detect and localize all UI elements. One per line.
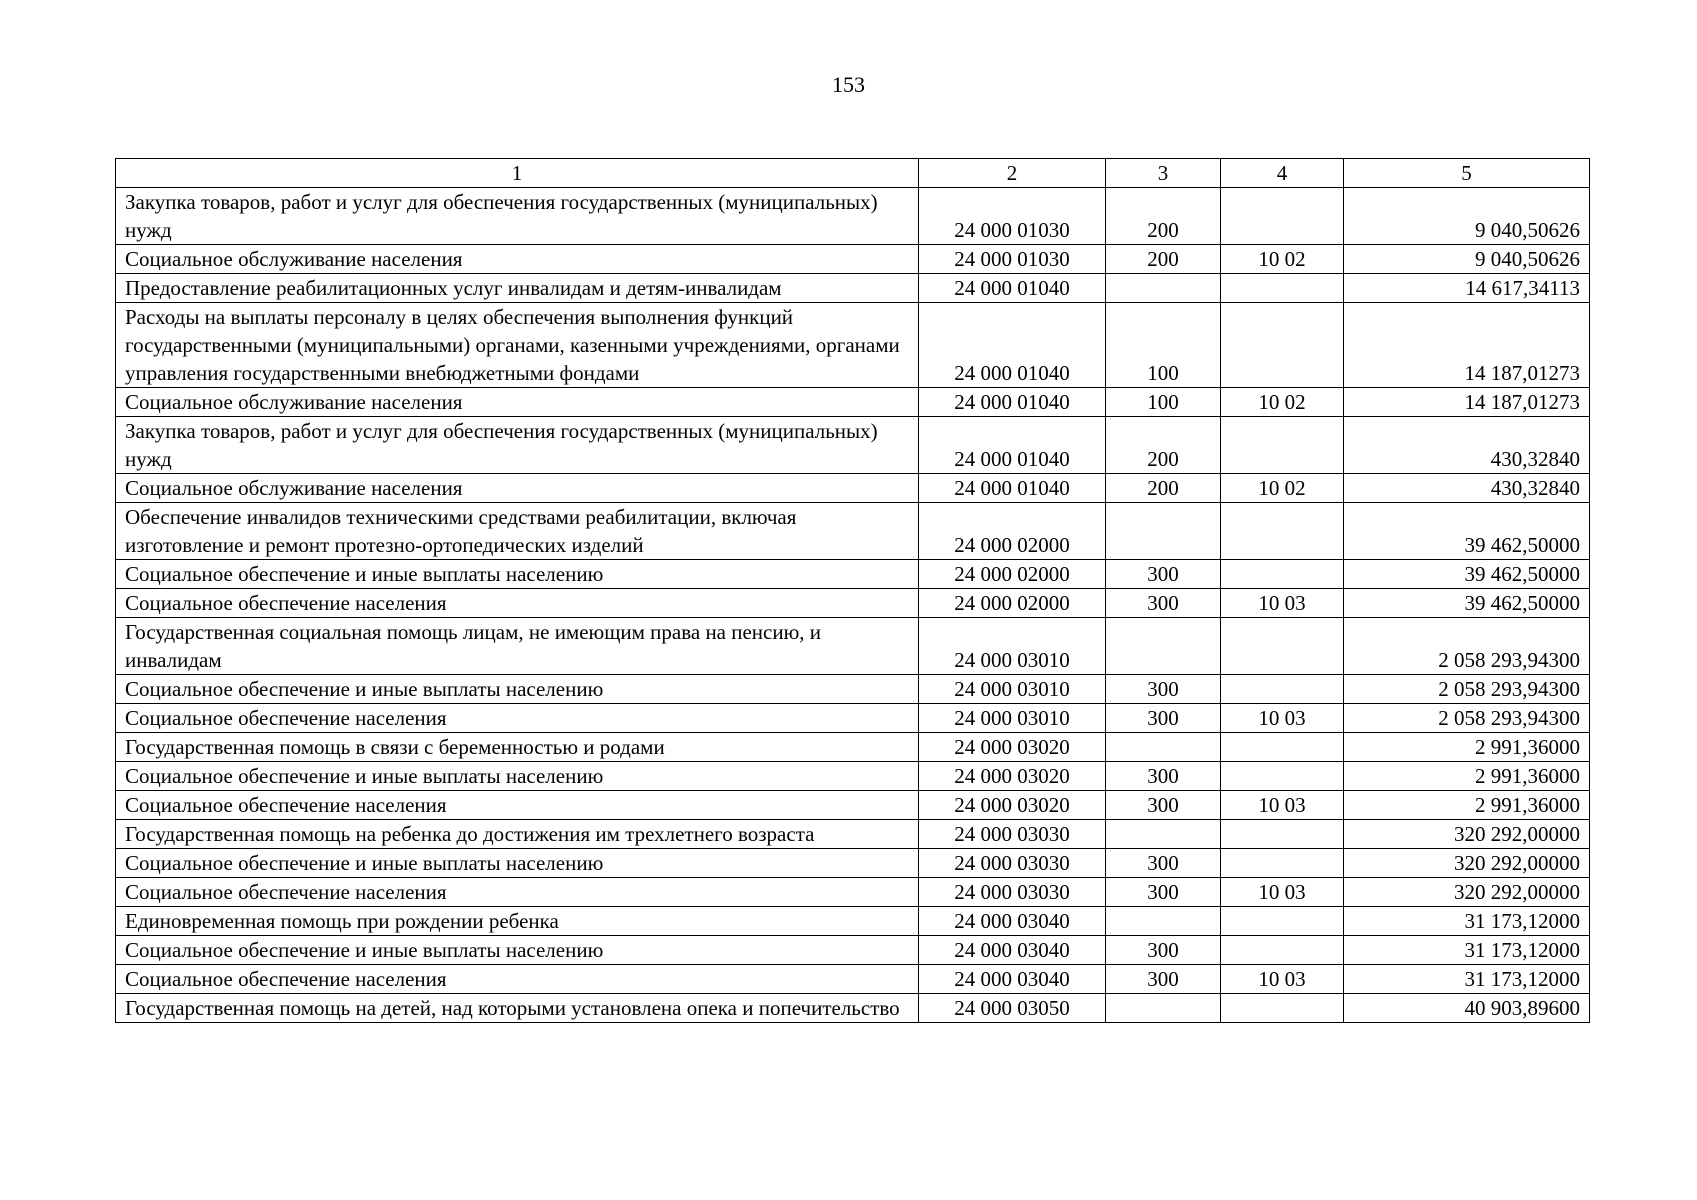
column-header-4: 4 xyxy=(1221,159,1344,188)
table-row xyxy=(116,762,1590,791)
row-code-cell: 24 000 03030 xyxy=(919,849,1106,878)
row-name-cell: Социальное обеспечение населения xyxy=(116,589,919,618)
row-expense-type-cell: 100 xyxy=(1106,303,1221,388)
row-section-cell: 10 02 xyxy=(1221,245,1344,274)
row-expense-type-cell: 300 xyxy=(1106,791,1221,820)
row-amount-cell: 39 462,50000 xyxy=(1344,560,1590,589)
row-expense-type-cell: 100 xyxy=(1106,388,1221,417)
table-row xyxy=(116,589,1590,618)
table-row xyxy=(116,849,1590,878)
row-amount-cell: 2 991,36000 xyxy=(1344,733,1590,762)
row-name-cell: Государственная помощь на ребенка до достижения им трехлетнего возраста xyxy=(116,820,919,849)
row-code-cell: 24 000 03010 xyxy=(919,704,1106,733)
table-row xyxy=(116,791,1590,820)
row-code-cell: 24 000 03010 xyxy=(919,618,1106,675)
row-code-cell: 24 000 02000 xyxy=(919,560,1106,589)
row-code-cell: 24 000 03020 xyxy=(919,733,1106,762)
row-code-cell: 24 000 01040 xyxy=(919,474,1106,503)
row-amount-cell: 320 292,00000 xyxy=(1344,878,1590,907)
table-row xyxy=(116,474,1590,503)
row-amount-cell: 14 617,34113 xyxy=(1344,274,1590,303)
row-amount-cell: 31 173,12000 xyxy=(1344,936,1590,965)
row-name-cell: Социальное обеспечение и иные выплаты населению xyxy=(116,675,919,704)
row-section-cell xyxy=(1221,762,1344,791)
table-row xyxy=(116,733,1590,762)
row-amount-cell: 14 187,01273 xyxy=(1344,388,1590,417)
table-row xyxy=(116,245,1590,274)
table-row xyxy=(116,388,1590,417)
row-code-cell: 24 000 01040 xyxy=(919,417,1106,474)
row-section-cell xyxy=(1221,733,1344,762)
row-code-cell: 24 000 03050 xyxy=(919,994,1106,1023)
row-code-cell: 24 000 01040 xyxy=(919,274,1106,303)
table-row xyxy=(116,417,1590,474)
row-name-cell: Социальное обслуживание населения xyxy=(116,388,919,417)
row-expense-type-cell: 200 xyxy=(1106,474,1221,503)
row-section-cell: 10 02 xyxy=(1221,474,1344,503)
row-amount-cell: 9 040,50626 xyxy=(1344,245,1590,274)
row-name-cell: Расходы на выплаты персоналу в целях обеспечения выполнения функций государственными (муниципальными) органами, казенными учреждениями, органами управления государственными внебюджетными фондами xyxy=(116,303,919,388)
row-expense-type-cell xyxy=(1106,503,1221,560)
row-section-cell xyxy=(1221,907,1344,936)
row-code-cell: 24 000 03030 xyxy=(919,820,1106,849)
row-name-cell: Социальное обеспечение населения xyxy=(116,791,919,820)
row-name-cell: Социальное обслуживание населения xyxy=(116,245,919,274)
row-expense-type-cell: 300 xyxy=(1106,936,1221,965)
row-section-cell xyxy=(1221,303,1344,388)
column-header-2: 2 xyxy=(919,159,1106,188)
row-name-cell: Закупка товаров, работ и услуг для обеспечения государственных (муниципальных) нужд xyxy=(116,188,919,245)
row-section-cell: 10 03 xyxy=(1221,589,1344,618)
row-section-cell xyxy=(1221,675,1344,704)
table-row xyxy=(116,704,1590,733)
row-code-cell: 24 000 01040 xyxy=(919,303,1106,388)
table-row xyxy=(116,675,1590,704)
table-row xyxy=(116,188,1590,245)
column-header-3: 3 xyxy=(1106,159,1221,188)
table-row xyxy=(116,303,1590,388)
row-section-cell xyxy=(1221,503,1344,560)
table-row xyxy=(116,503,1590,560)
table-row xyxy=(116,274,1590,303)
row-section-cell xyxy=(1221,417,1344,474)
table-row xyxy=(116,878,1590,907)
row-code-cell: 24 000 01040 xyxy=(919,388,1106,417)
row-section-cell: 10 03 xyxy=(1221,878,1344,907)
table-row xyxy=(116,907,1590,936)
row-amount-cell: 39 462,50000 xyxy=(1344,503,1590,560)
table-row xyxy=(116,965,1590,994)
row-name-cell: Социальное обеспечение и иные выплаты населению xyxy=(116,936,919,965)
row-amount-cell: 2 058 293,94300 xyxy=(1344,704,1590,733)
row-name-cell: Единовременная помощь при рождении ребенка xyxy=(116,907,919,936)
row-expense-type-cell xyxy=(1106,820,1221,849)
row-expense-type-cell xyxy=(1106,907,1221,936)
row-amount-cell: 40 903,89600 xyxy=(1344,994,1590,1023)
page-number: 153 xyxy=(832,72,865,97)
row-name-cell: Социальное обеспечение населения xyxy=(116,704,919,733)
row-expense-type-cell: 300 xyxy=(1106,878,1221,907)
row-expense-type-cell xyxy=(1106,618,1221,675)
header-row xyxy=(116,159,1590,188)
row-name-cell: Социальное обеспечение и иные выплаты населению xyxy=(116,762,919,791)
row-amount-cell: 430,32840 xyxy=(1344,417,1590,474)
row-code-cell: 24 000 03040 xyxy=(919,936,1106,965)
row-amount-cell: 320 292,00000 xyxy=(1344,849,1590,878)
budget-table xyxy=(115,158,1590,1023)
table-row xyxy=(116,820,1590,849)
row-code-cell: 24 000 03010 xyxy=(919,675,1106,704)
row-section-cell: 10 03 xyxy=(1221,965,1344,994)
row-expense-type-cell: 300 xyxy=(1106,560,1221,589)
row-expense-type-cell xyxy=(1106,994,1221,1023)
row-name-cell: Социальное обеспечение населения xyxy=(116,878,919,907)
table-row xyxy=(116,618,1590,675)
table-row xyxy=(116,936,1590,965)
row-name-cell: Социальное обеспечение населения xyxy=(116,965,919,994)
row-amount-cell: 320 292,00000 xyxy=(1344,820,1590,849)
row-name-cell: Социальное обслуживание населения xyxy=(116,474,919,503)
row-expense-type-cell: 300 xyxy=(1106,589,1221,618)
row-expense-type-cell xyxy=(1106,274,1221,303)
row-amount-cell: 2 058 293,94300 xyxy=(1344,675,1590,704)
row-section-cell xyxy=(1221,618,1344,675)
row-expense-type-cell xyxy=(1106,733,1221,762)
row-amount-cell: 14 187,01273 xyxy=(1344,303,1590,388)
row-name-cell: Государственная социальная помощь лицам, не имеющим права на пенсию, и инвалидам xyxy=(116,618,919,675)
row-amount-cell: 2 058 293,94300 xyxy=(1344,618,1590,675)
row-expense-type-cell: 300 xyxy=(1106,762,1221,791)
row-expense-type-cell: 300 xyxy=(1106,849,1221,878)
column-header-1: 1 xyxy=(116,159,919,188)
row-name-cell: Социальное обеспечение и иные выплаты населению xyxy=(116,849,919,878)
row-code-cell: 24 000 03040 xyxy=(919,907,1106,936)
row-expense-type-cell: 200 xyxy=(1106,417,1221,474)
row-code-cell: 24 000 01030 xyxy=(919,188,1106,245)
row-section-cell xyxy=(1221,820,1344,849)
column-header-5: 5 xyxy=(1344,159,1590,188)
row-amount-cell: 9 040,50626 xyxy=(1344,188,1590,245)
row-section-cell xyxy=(1221,274,1344,303)
row-amount-cell: 430,32840 xyxy=(1344,474,1590,503)
row-expense-type-cell: 200 xyxy=(1106,188,1221,245)
row-expense-type-cell: 300 xyxy=(1106,675,1221,704)
row-section-cell: 10 02 xyxy=(1221,388,1344,417)
row-code-cell: 24 000 03040 xyxy=(919,965,1106,994)
row-section-cell xyxy=(1221,849,1344,878)
row-code-cell: 24 000 01030 xyxy=(919,245,1106,274)
row-name-cell: Государственная помощь в связи с беременностью и родами xyxy=(116,733,919,762)
row-name-cell: Предоставление реабилитационных услуг инвалидам и детям-инвалидам xyxy=(116,274,919,303)
row-code-cell: 24 000 02000 xyxy=(919,589,1106,618)
row-name-cell: Социальное обеспечение и иные выплаты населению xyxy=(116,560,919,589)
table-row xyxy=(116,994,1590,1023)
row-amount-cell: 31 173,12000 xyxy=(1344,907,1590,936)
row-name-cell: Государственная помощь на детей, над которыми установлена опека и попечительство xyxy=(116,994,919,1023)
row-section-cell xyxy=(1221,936,1344,965)
row-section-cell xyxy=(1221,994,1344,1023)
row-expense-type-cell: 300 xyxy=(1106,965,1221,994)
row-code-cell: 24 000 03020 xyxy=(919,762,1106,791)
row-section-cell xyxy=(1221,560,1344,589)
row-section-cell: 10 03 xyxy=(1221,704,1344,733)
row-amount-cell: 39 462,50000 xyxy=(1344,589,1590,618)
row-amount-cell: 2 991,36000 xyxy=(1344,762,1590,791)
table-row xyxy=(116,560,1590,589)
row-section-cell: 10 03 xyxy=(1221,791,1344,820)
row-section-cell xyxy=(1221,188,1344,245)
row-name-cell: Обеспечение инвалидов техническими средствами реабилитации, включая изготовление и ремонт протезно-ортопедических изделий xyxy=(116,503,919,560)
row-code-cell: 24 000 03020 xyxy=(919,791,1106,820)
row-name-cell: Закупка товаров, работ и услуг для обеспечения государственных (муниципальных) нужд xyxy=(116,417,919,474)
row-expense-type-cell: 300 xyxy=(1106,704,1221,733)
row-amount-cell: 31 173,12000 xyxy=(1344,965,1590,994)
table-body xyxy=(116,188,1590,1023)
row-code-cell: 24 000 02000 xyxy=(919,503,1106,560)
row-amount-cell: 2 991,36000 xyxy=(1344,791,1590,820)
row-code-cell: 24 000 03030 xyxy=(919,878,1106,907)
row-expense-type-cell: 200 xyxy=(1106,245,1221,274)
